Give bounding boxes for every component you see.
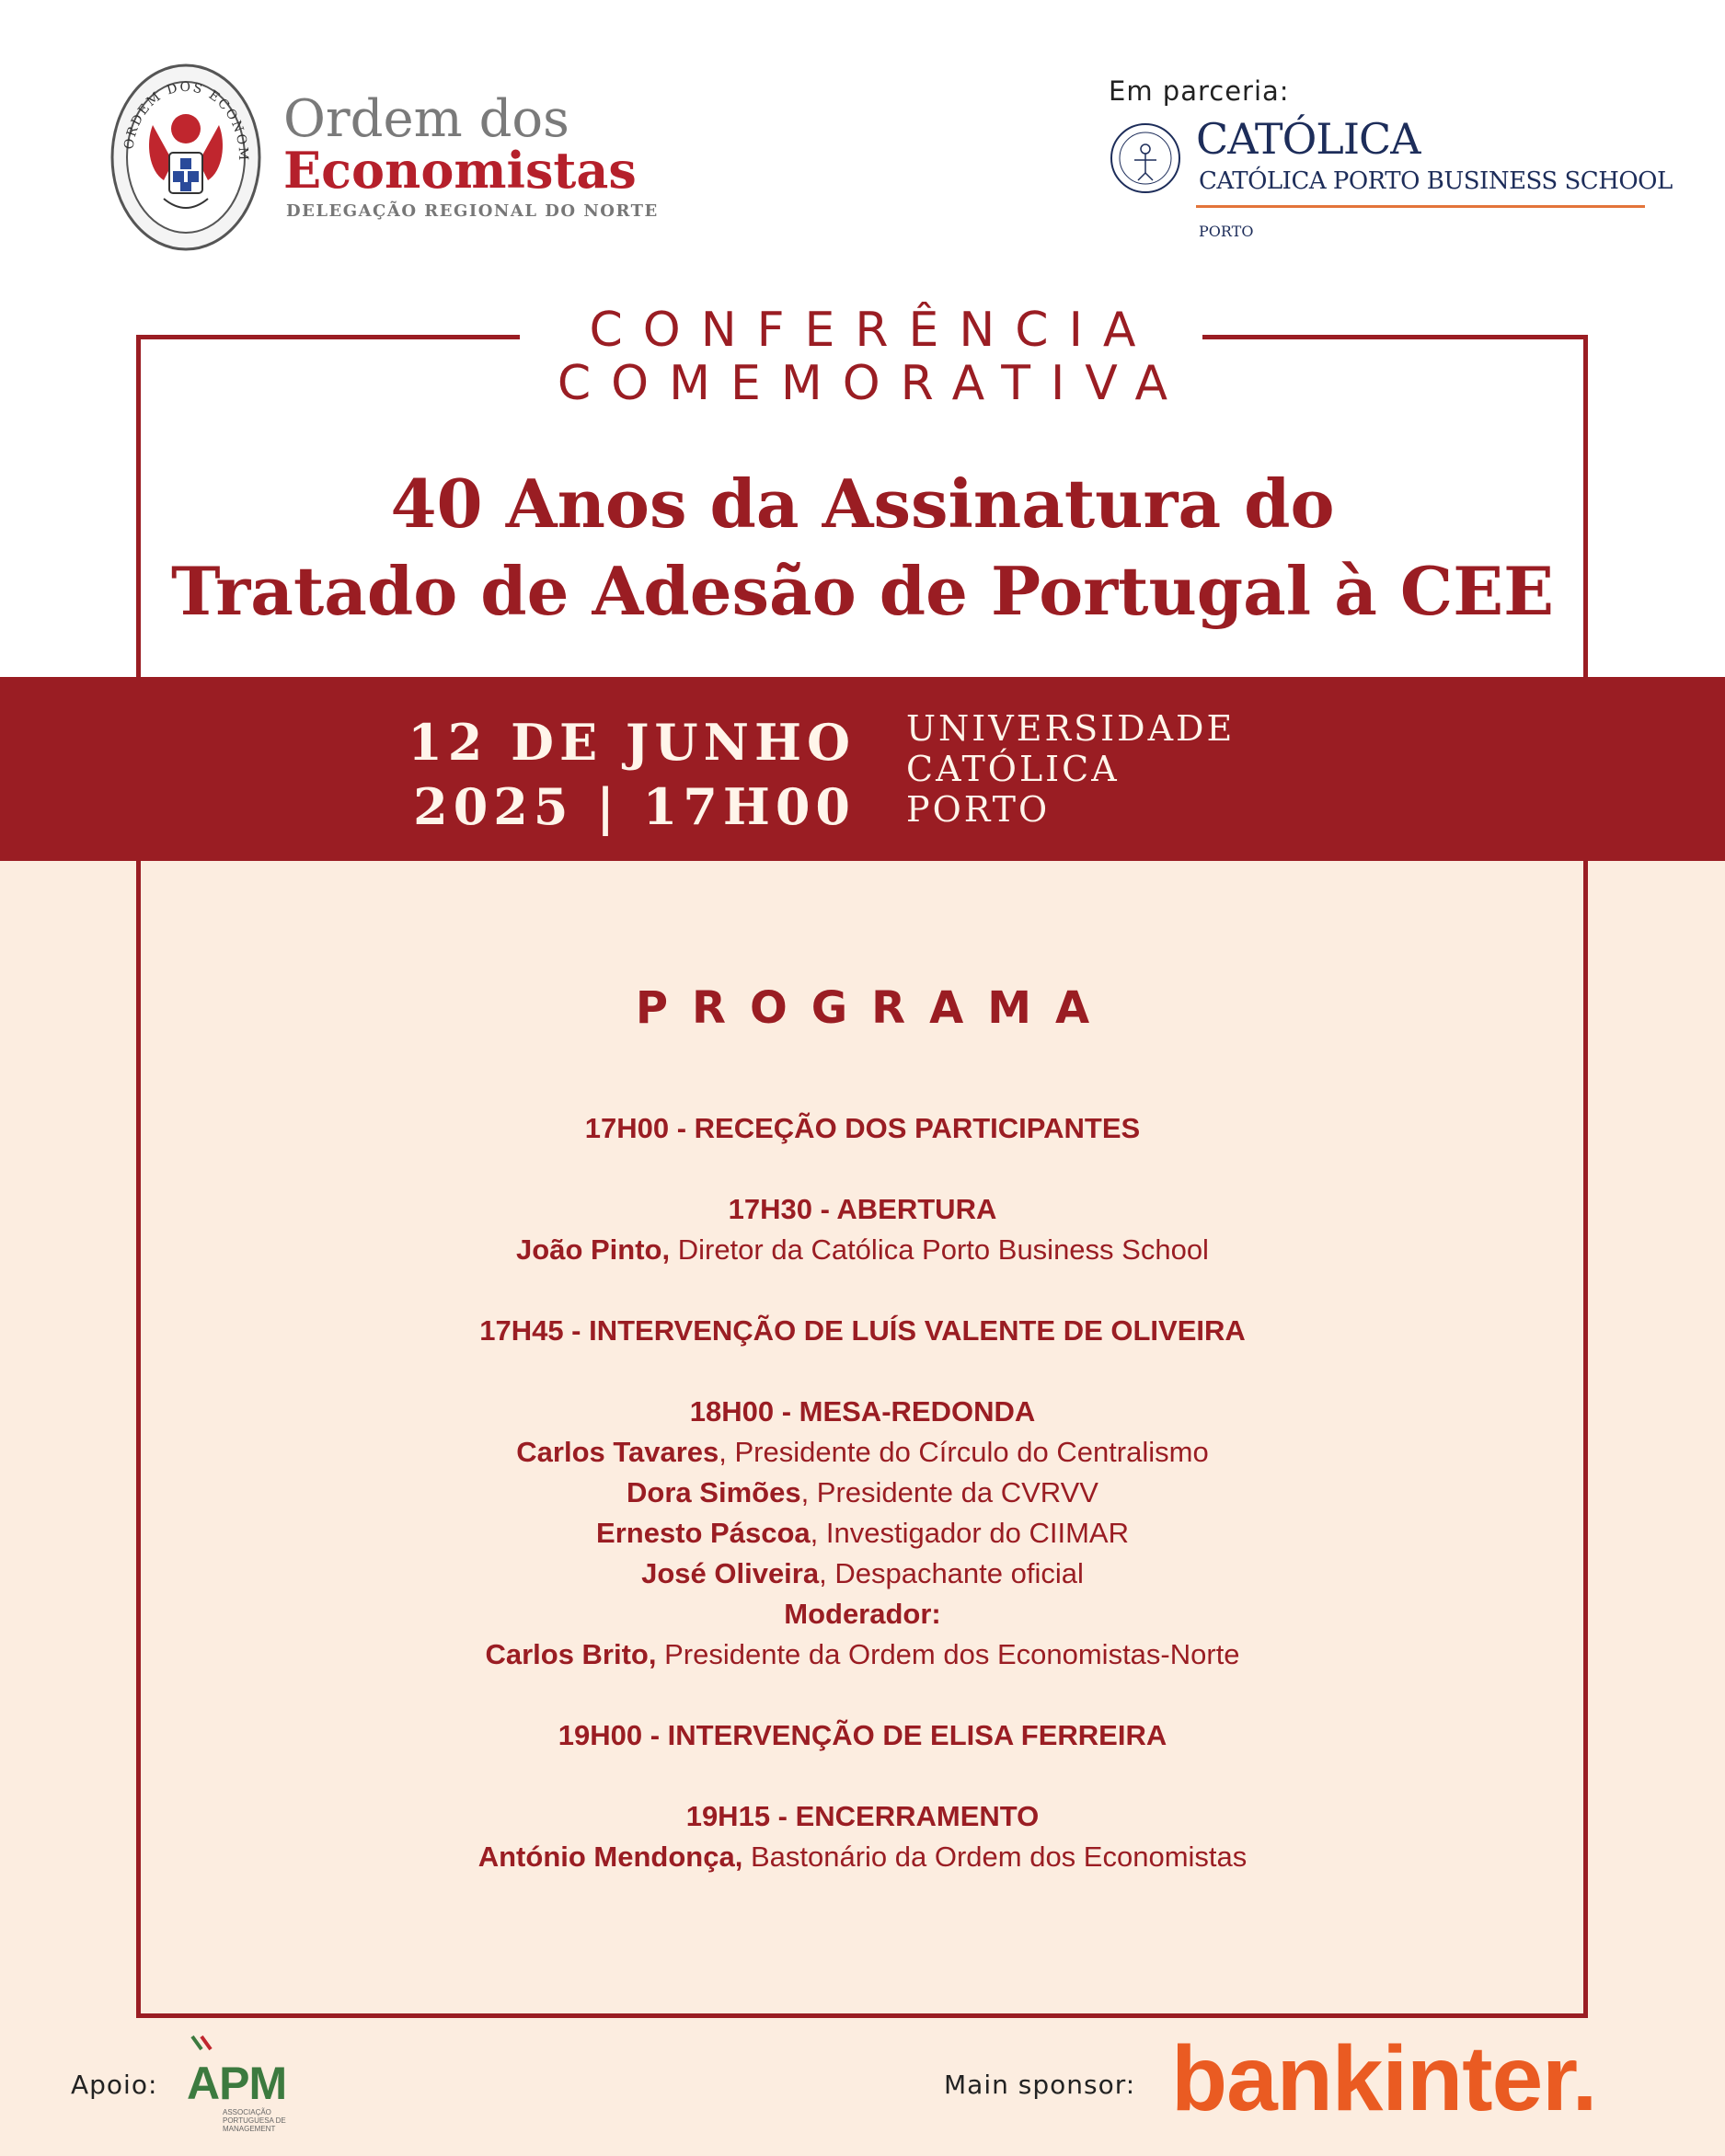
conference-type	[396, 304, 1329, 410]
org-name-line2: Economistas	[283, 141, 637, 200]
conference-type-line2: COMEMORATIVA	[557, 356, 1189, 411]
program-item	[276, 1108, 1449, 1149]
program-item	[276, 1715, 1449, 1756]
program-item	[276, 1311, 1449, 1351]
program-item	[276, 1392, 1449, 1675]
event-date-line2: 2025 | 17H00	[413, 777, 856, 836]
org-subtitle: DELEGAÇÃO REGIONAL DO NORTE	[286, 201, 659, 221]
speaker-name: Carlos Tavares	[516, 1436, 719, 1468]
speaker-name: Ernesto Páscoa	[596, 1517, 811, 1549]
speaker-name: Carlos Brito,	[485, 1638, 657, 1670]
moderator-label: Moderador:	[784, 1598, 941, 1630]
partner-label: Em parceria:	[1109, 75, 1290, 107]
program-item-heading: 17H00 - RECEÇÃO DOS PARTICIPANTES	[584, 1112, 1141, 1144]
speaker-line	[276, 1837, 1449, 1877]
event-venue-line2: CATÓLICA	[906, 749, 1120, 789]
speaker-role: Presidente da Ordem dos Economistas-Norte	[656, 1638, 1240, 1670]
speaker-role: , Presidente do Círculo do Centralismo	[719, 1436, 1209, 1468]
event-venue-line1: UNIVERSIDADE	[906, 708, 1236, 749]
event-date-line1: 12 DE JUNHO	[408, 713, 856, 772]
date-band	[0, 677, 1725, 861]
org-name-line1: Ordem dos	[283, 89, 569, 149]
catolica-seal-icon	[1109, 121, 1182, 195]
speaker-line	[276, 1230, 1449, 1270]
program-title: PROGRAMA	[635, 982, 1114, 1034]
speaker-line	[276, 1513, 1449, 1554]
program-item-heading: 17H30 - ABERTURA	[728, 1193, 997, 1225]
speaker-name: João Pinto,	[516, 1233, 671, 1266]
speaker-role: , Investigador do CIIMAR	[810, 1517, 1129, 1549]
speaker-name: Dora Simões	[627, 1476, 801, 1508]
speaker-line	[276, 1432, 1449, 1473]
speaker-role: Bastonário da Ordem dos Economistas	[742, 1841, 1248, 1873]
speaker-line	[276, 1634, 1449, 1675]
speaker-name: António Mendonça,	[477, 1841, 743, 1873]
speaker-line	[276, 1473, 1449, 1513]
program-list	[276, 1108, 1449, 1918]
support-label: Apoio:	[71, 2070, 158, 2100]
partner-school: CATÓLICA PORTO BUSINESS SCHOOL	[1199, 167, 1673, 195]
event-venue-line3: PORTO	[906, 789, 1051, 830]
ordem-economistas-seal-icon	[109, 61, 263, 254]
speaker-line	[276, 1554, 1449, 1594]
conference-type-line1: CONFERÊNCIA	[589, 303, 1156, 358]
program-item-heading: 19H00 - INTERVENÇÃO DE ELISA FERREIRA	[558, 1719, 1167, 1751]
program-item-heading: 18H00 - MESA-REDONDA	[689, 1395, 1036, 1428]
program-item	[276, 1796, 1449, 1877]
program-item-heading: 17H45 - INTERVENÇÃO DE LUÍS VALENTE DE OLIVEIRA	[479, 1314, 1246, 1347]
speaker-name: José Oliveira	[641, 1557, 820, 1589]
event-title	[166, 460, 1559, 635]
partner-divider	[1196, 205, 1645, 208]
event-title-line2: Tratado de Adesão de Portugal à CEE	[171, 552, 1554, 630]
speaker-role: , Despachante oficial	[819, 1557, 1084, 1589]
seal-text: ORDEM DOS ECONOM	[121, 79, 251, 163]
sponsor-label: Main sponsor:	[944, 2070, 1136, 2100]
event-title-line1: 40 Anos da Assinatura do	[390, 464, 1335, 543]
support-org-full: ASSOCIAÇÃO PORTUGUESA DE MANAGEMENT	[223, 2108, 286, 2133]
partner-name: CATÓLICA	[1196, 114, 1420, 164]
partner-city: PORTO	[1199, 223, 1254, 240]
speaker-role: , Presidente da CVRVV	[800, 1476, 1098, 1508]
program-item	[276, 1189, 1449, 1270]
sponsor-logo: bankinter.	[1171, 2027, 1597, 2130]
speaker-role: Diretor da Católica Porto Business School	[670, 1233, 1209, 1266]
program-item-heading: 19H15 - ENCERRAMENTO	[685, 1800, 1040, 1832]
event-date	[408, 710, 856, 839]
event-venue	[906, 708, 1235, 830]
support-org-logo: APM	[187, 2058, 287, 2109]
